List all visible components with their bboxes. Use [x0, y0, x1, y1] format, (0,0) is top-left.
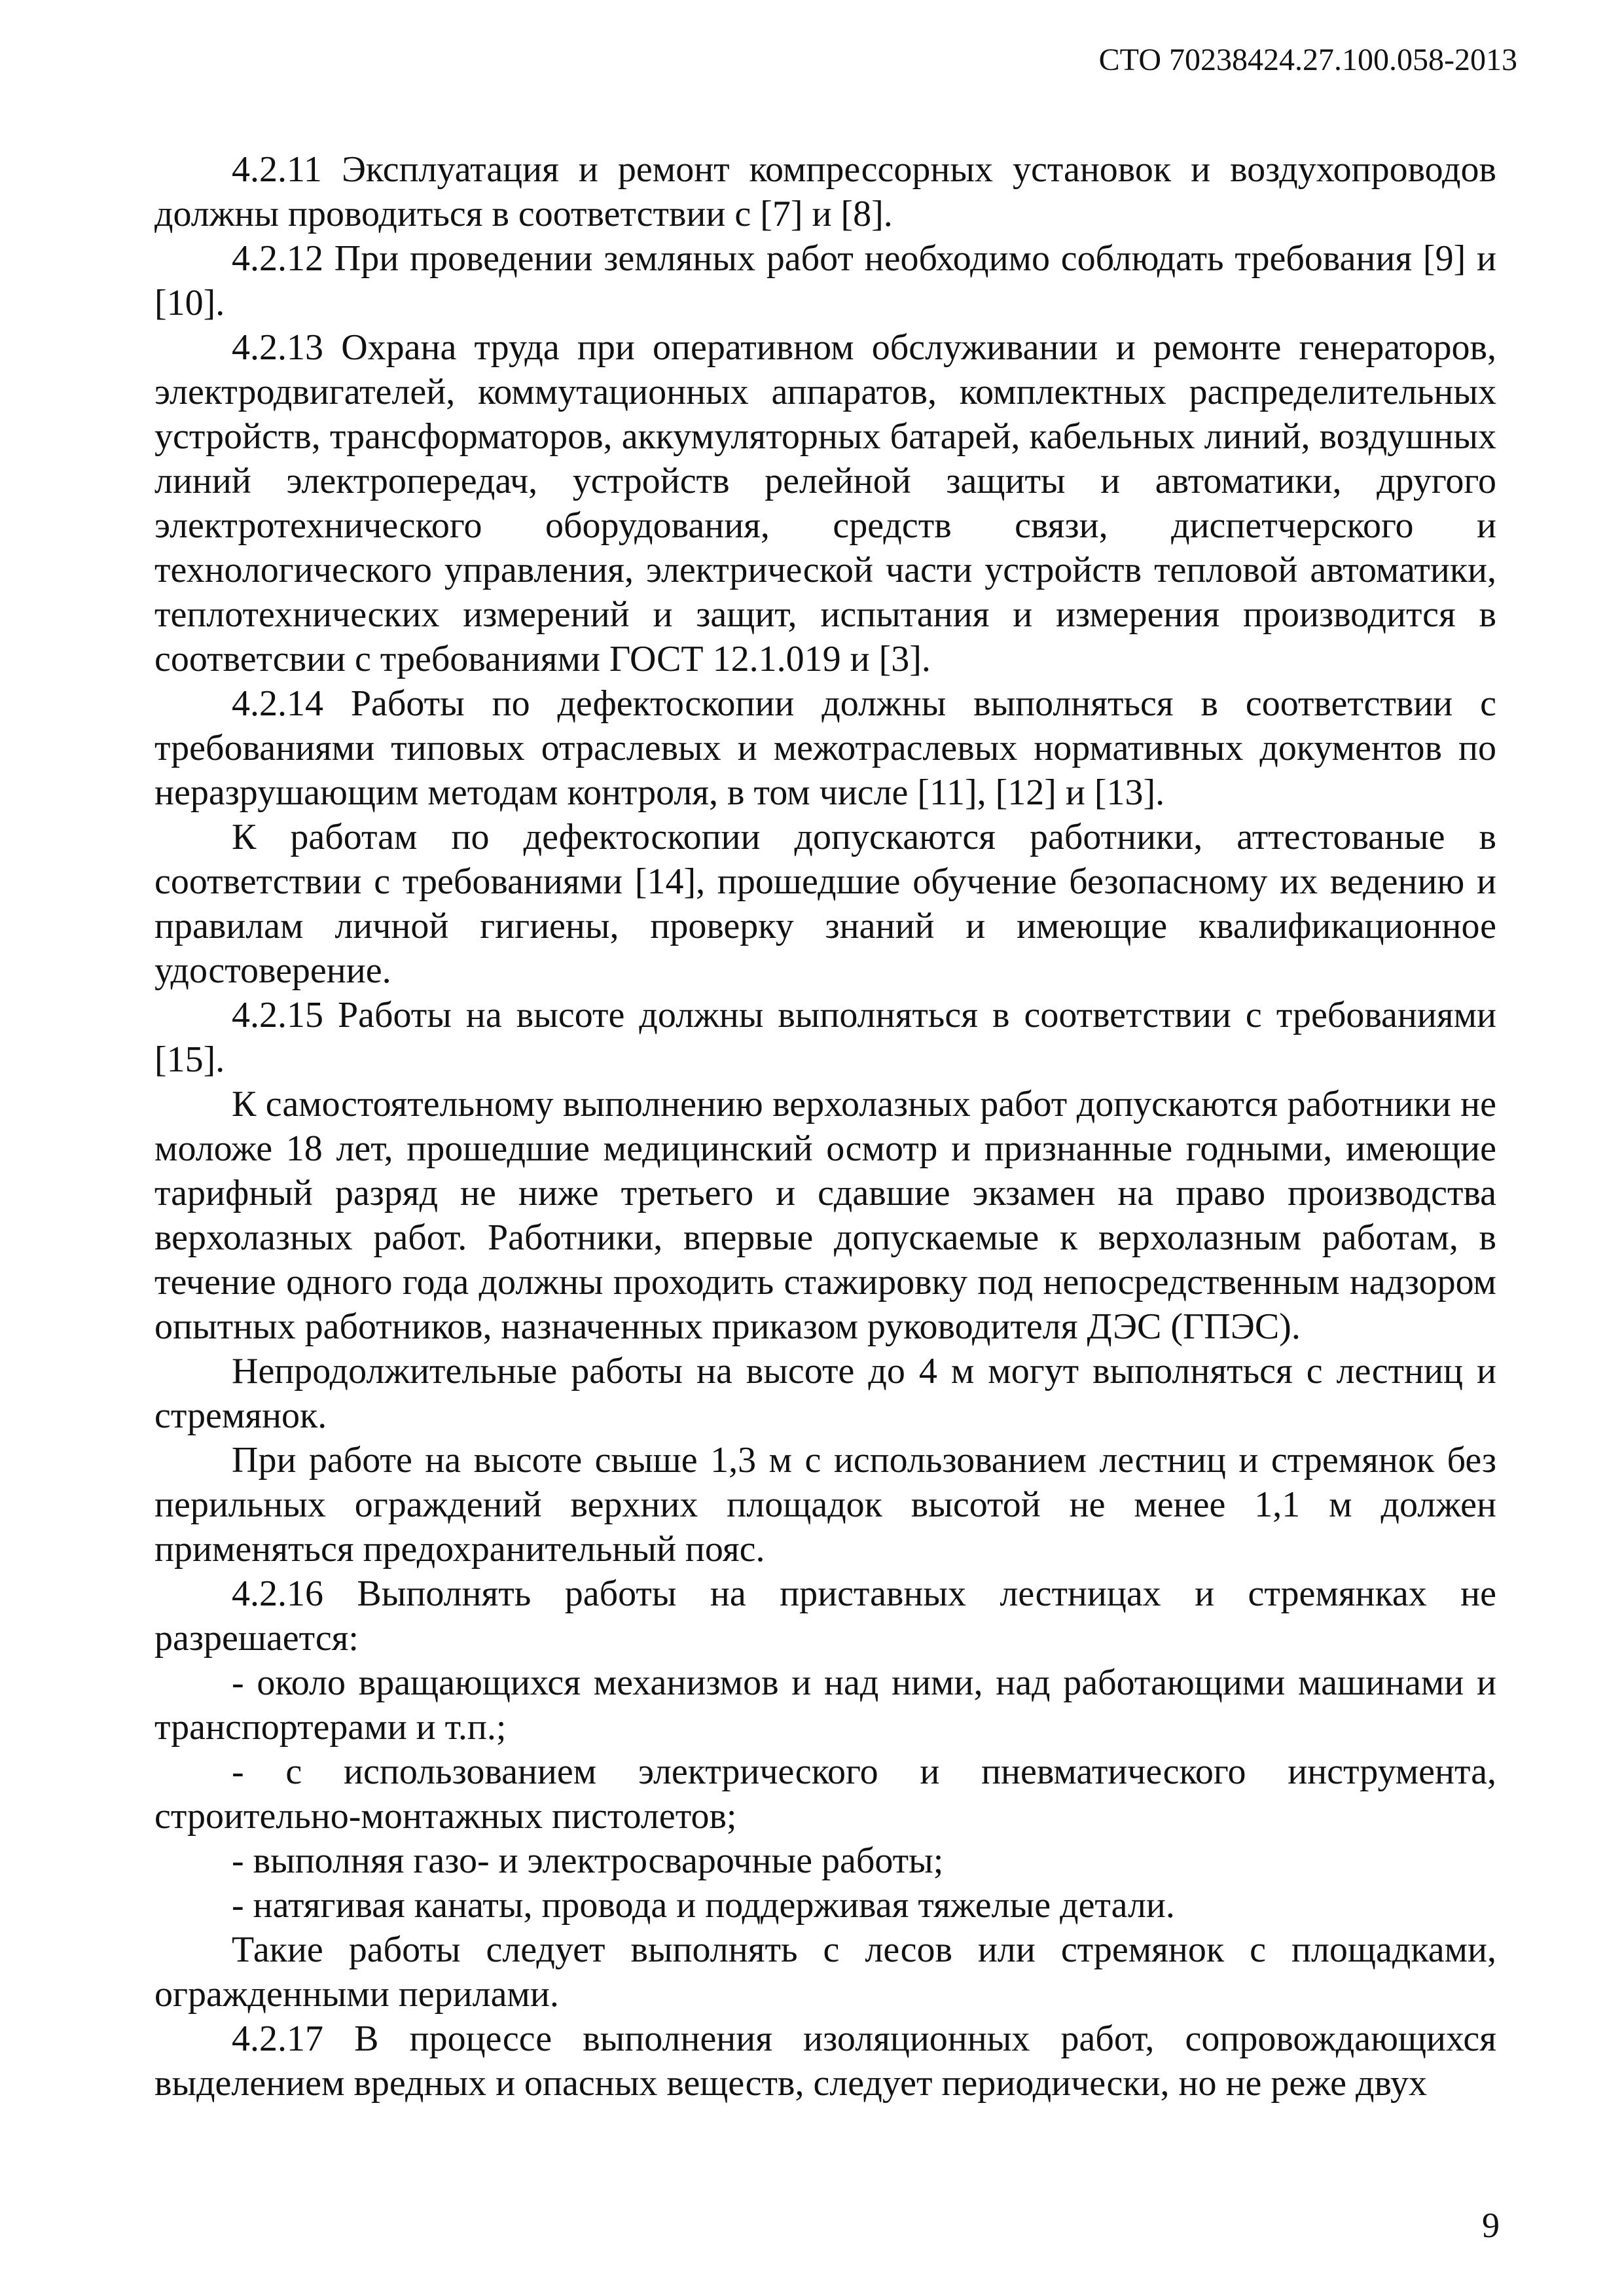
paragraph-4-2-15: 4.2.15 Работы на высоте должны выполняться в соответствии с требованиями [15].: [154, 995, 1496, 1080]
page-number: 9: [1482, 2206, 1500, 2245]
paragraph-4-2-16: 4.2.16 Выполнять работы на приставных лестницах и стремянках не разрешается:: [154, 1573, 1496, 1659]
paragraph-high-altitude-work: К самостоятельному выполнению верхолазных работ допускаются работники не моложе 18 лет, прошедшие медицинский осмотр и признанные годными, имеющие тарифный разряд не ниже третьего и сдавшие экзамен на право производства верхолазных работ. Работники, впервые допускаемые к верхолазным работам, в течение одного года должны проходить стажировку под непосредственным надзором опытных работников, назначенных приказом руководителя ДЭС (ГПЭС).: [154, 1084, 1496, 1347]
list-item: - около вращающихся механизмов и над ними, над работающими машинами и транспортерами и т.п.;: [154, 1662, 1496, 1748]
list-item: - выполняя газо- и электросварочные работы;: [232, 1840, 944, 1881]
paragraph-4-2-14: 4.2.14 Работы по дефектоскопии должны выполняться в соответствии с требованиями типовых отраслевых и межотраслевых нормативных документов по неразрушающим методам контроля, в том числе [11], [12] и [13].: [154, 683, 1496, 813]
paragraph-4-2-17: 4.2.17 В процессе выполнения изоляционных работ, сопровождающихся выделением вредных и опасных веществ, следует периодически, но не реже двух: [154, 2018, 1496, 2104]
paragraph-safety-belt: При работе на высоте свыше 1,3 м с использованием лестниц и стремянок без перильных ограждений верхних площадок высотой не менее 1,1 м должен применяться предохранительный пояс.: [154, 1440, 1496, 1570]
list-item: - натягивая канаты, провода и поддерживая тяжелые детали.: [232, 1885, 1175, 1926]
paragraph-4-2-13: 4.2.13 Охрана труда при оперативном обслуживании и ремонте генераторов, электродвигателей, коммутационных аппаратов, комплектных распределительных устройств, трансформаторов, аккумуляторных батарей, кабельных линий, воздушных линий электропередач, устройств релейной защиты и автоматики, другого электротехнического оборудования, средств связи, диспетчерского и технологического управления, электрической части устройств тепловой автоматики, теплотехнических измерений и защит, испытания и измерения производится в соответсвии с требованиями ГОСТ 12.1.019 и [3].: [154, 327, 1496, 679]
paragraph-short-height-work: Непродолжительные работы на высоте до 4 м могут выполняться с лестниц и стремянок.: [154, 1351, 1496, 1436]
paragraph-4-2-11: 4.2.11 Эксплуатация и ремонт компрессорных установок и воздухопроводов должны проводиться в соответствии с [7] и [8].: [154, 149, 1496, 234]
paragraph-flaw-detection-admission: К работам по дефектоскопии допускаются работники, аттестованые в соответствии с требованиями [14], прошедшие обучение безопасному их ведению и правилам личной гигиены, проверку знаний и имеющие квалификационное удостоверение.: [154, 817, 1496, 991]
document-code: СТО 70238424.27.100.058-2013: [1098, 43, 1517, 77]
paragraph-4-2-12: 4.2.12 При проведении земляных работ необходимо соблюдать требования [9] и [10].: [154, 238, 1496, 323]
paragraph-scaffolding: Такие работы следует выполнять с лесов или стремянок с площадками, огражденными перилами.: [154, 1929, 1496, 2015]
list-item: - с использованием электрического и пневматического инструмента, строительно-монтажных пистолетов;: [154, 1751, 1496, 1837]
document-body: [154, 147, 1496, 2106]
